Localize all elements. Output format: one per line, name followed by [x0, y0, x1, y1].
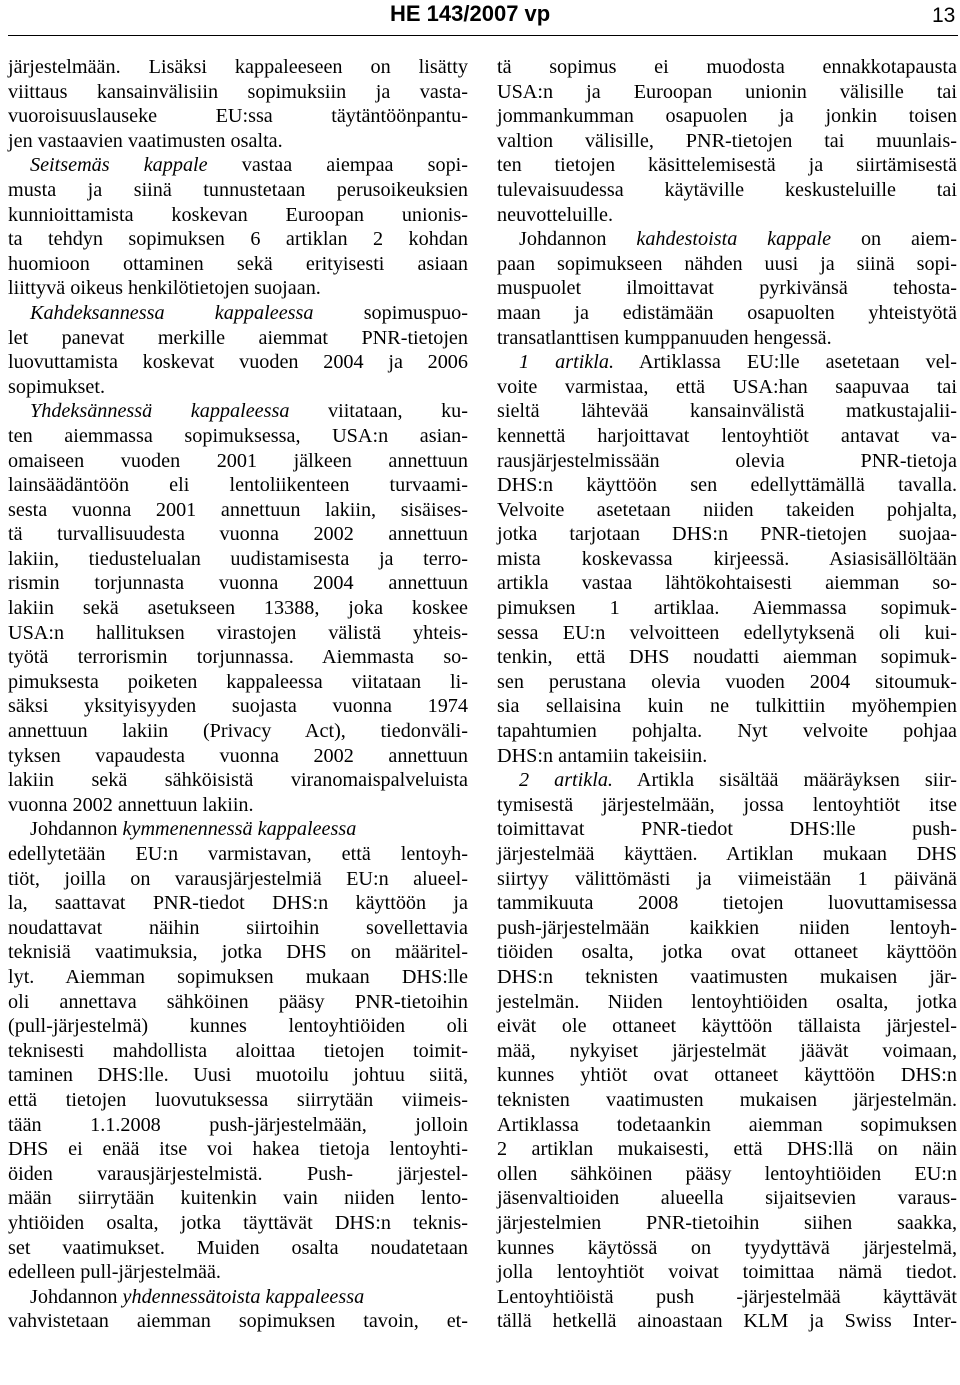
- text-line: [8, 424, 468, 449]
- text-line: [8, 1063, 468, 1088]
- text-line: [497, 350, 957, 375]
- text-line: [8, 694, 468, 719]
- line-text: kunnioittamista koskevan Euroopan unionis-: [8, 203, 468, 226]
- line-text: teknisten vaatimusten mukaisen järjestelmän.: [497, 1088, 957, 1111]
- line-text: la, saattavat PNR-tiedot DHS:n käyttöön ja: [8, 892, 468, 915]
- text-line: [8, 793, 468, 818]
- text-line: [8, 522, 468, 547]
- line-text: jommankumman osapuolen ja jonkin toisen: [497, 105, 957, 128]
- line-text: tiöt, joilla on varausjärjestelmiä EU:n alueel-: [8, 867, 468, 890]
- text-line: [8, 276, 468, 301]
- text-line: [8, 252, 468, 277]
- text-line: [497, 768, 957, 793]
- line-text: liittyvä oikeus henkilötietojen suojaan.: [8, 277, 321, 300]
- text-line: [8, 326, 468, 351]
- line-text: lainsäädäntöön eli lentoliikenteen turvaami-: [8, 474, 468, 497]
- text-line: [8, 891, 468, 916]
- line-text: jestelmän. Niiden lentoyhtiöiden osalta, jotka: [497, 990, 957, 1013]
- line-text: Artiklassa todetaankin aiemman sopimuksen: [497, 1113, 957, 1136]
- text-line: [8, 1285, 468, 1310]
- text-line: [8, 301, 468, 326]
- line-text: artikla vastaa lähtökohtaisesti aiemman so-: [497, 572, 957, 595]
- line-text: että tietojen luovutuksessa siirrytään viimeis-: [8, 1088, 468, 1111]
- line-text: USA:n ja Euroopan unionin välisille tai: [497, 80, 957, 103]
- line-text: eivät ole ottaneet käyttöön tällaista järjestel-: [497, 1015, 957, 1038]
- line-text: kennettä harjoittavat lentoyhtiöt antavat va-: [497, 424, 957, 447]
- text-line: [497, 596, 957, 621]
- line-text: viitataan, ku-: [289, 400, 468, 423]
- line-text: sesta vuonna 2001 annettuun lakiin, sisäises-: [8, 498, 468, 521]
- line-text: luovuttamista koskevat vuoden 2004 ja 2006: [8, 351, 468, 374]
- text-line: [497, 326, 957, 351]
- text-line: [497, 940, 957, 965]
- text-line: [8, 842, 468, 867]
- text-line: [497, 744, 957, 769]
- line-text: valtion välisille, PNR-tietojen tai muunlais-: [497, 129, 957, 152]
- text-line: [497, 80, 957, 105]
- section-reference: Kahdeksannessa kappaleessa: [30, 301, 314, 324]
- text-line: [497, 1260, 957, 1285]
- line-text: let panevat merkille aiemmat PNR-tietojen: [8, 326, 468, 349]
- line-text: järjestelmää käyttäen. Artiklan mukaan DHS: [497, 843, 957, 865]
- text-line: [8, 867, 468, 892]
- text-line: [8, 645, 468, 670]
- text-line: [8, 1113, 468, 1138]
- header-rule: [8, 35, 958, 36]
- text-line: [497, 203, 957, 228]
- text-line: [8, 768, 468, 793]
- text-line: [497, 817, 957, 842]
- line-text: kunnes yhtiöt ovat ottaneet käyttöön DHS:n: [497, 1064, 957, 1087]
- text-line: [8, 375, 468, 400]
- text-line: [8, 80, 468, 105]
- line-text: on aiem-: [831, 228, 957, 251]
- text-line: [497, 719, 957, 744]
- line-text: tään 1.1.2008 push-järjestelmään, jolloin: [8, 1113, 468, 1136]
- section-reference: kymmenennessä kappaleessa: [122, 818, 357, 841]
- text-line: [497, 129, 957, 154]
- line-text: ten aiemmassa sopimuksessa, USA:n asian-: [8, 424, 468, 447]
- text-line: [497, 276, 957, 301]
- text-line: [8, 1014, 468, 1039]
- right-column: [497, 55, 957, 1334]
- text-line: [497, 694, 957, 719]
- line-text: rismin torjunnasta vuonna 2004 annettuun: [8, 572, 468, 595]
- line-text: ten tietojen käsittelemisestä ja siirtämisestä: [497, 154, 957, 177]
- line-text: annettuun lakiin (Privacy Act), tiedonväli-: [8, 720, 468, 743]
- line-text: jotka tarjotaan DHS:n PNR-tietojen suojaa-: [497, 523, 957, 546]
- line-text: DHS ei enää itse voi hakea tietoja lentoyhti-: [8, 1138, 468, 1161]
- text-line: [497, 867, 957, 892]
- line-text: Velvoite asetetaan niiden takeiden pohjalta,: [497, 498, 957, 521]
- text-line: [8, 916, 468, 941]
- line-text: vahvistetaan aiemman sopimuksen tavoin, et-: [8, 1310, 468, 1333]
- section-reference: 2 artikla.: [519, 769, 613, 792]
- line-text: säksi yksityisyyden suojasta vuonna 1974: [8, 695, 468, 718]
- line-text: kunnes käytössä on tyydyttävä järjestelmä,: [497, 1236, 957, 1259]
- section-reference: Seitsemäs kappale: [30, 154, 208, 177]
- text-line: [8, 399, 468, 424]
- line-text: toimittavat PNR-tiedot DHS:lle push-: [497, 818, 957, 841]
- text-line: [497, 1309, 957, 1334]
- text-line: [497, 1063, 957, 1088]
- text-line: [8, 1236, 468, 1261]
- line-text: edellytetään EU:n varmistavan, että lentoyh-: [8, 843, 468, 865]
- text-line: [8, 1211, 468, 1236]
- line-text: paan sopimukseen nähden uusi ja siinä sopi-: [497, 252, 957, 275]
- text-line: [497, 498, 957, 523]
- text-line: [497, 1162, 957, 1187]
- section-reference: kahdestoista kappale: [636, 228, 832, 251]
- line-text: DHS:n antamiin takeisiin.: [497, 744, 708, 767]
- line-text: tiöiden osalta, jotka ovat ottaneet käyttöön: [497, 941, 957, 964]
- line-text: musta ja siinä tunnustetaan perusoikeuksien: [8, 178, 468, 201]
- page-number: 13: [932, 4, 956, 27]
- line-text: jäsenvaltioiden alueella sijaitsevien varaus-: [497, 1187, 957, 1210]
- line-text: lakiin, tiedustelualan uudistamisesta ja terro-: [8, 547, 468, 570]
- line-text: taminen DHS:lle. Uusi muotoilu johtuu siitä,: [8, 1064, 468, 1087]
- text-line: [8, 1039, 468, 1064]
- text-line: [497, 1014, 957, 1039]
- text-line: [497, 252, 957, 277]
- page-header: [0, 0, 960, 40]
- text-line: [8, 940, 468, 965]
- line-text: mää, nykyiset järjestelmät jäävät voimaan,: [497, 1039, 957, 1062]
- line-text: siirtyy välittömästi ja viimeistään 1 päivänä: [497, 867, 957, 890]
- text-line: [8, 1162, 468, 1187]
- text-line: [8, 1088, 468, 1113]
- line-text: työtä terrorismin torjunnassa. Aiemmasta so-: [8, 646, 468, 669]
- line-text: jolla lentoyhtiöt voivat toimittaa nämä tiedot.: [497, 1261, 957, 1284]
- text-line: [8, 203, 468, 228]
- text-line: [497, 178, 957, 203]
- text-line: [8, 1186, 468, 1211]
- text-line: [8, 498, 468, 523]
- text-line: [497, 571, 957, 596]
- text-line: [8, 1137, 468, 1162]
- text-line: [497, 965, 957, 990]
- text-line: [497, 891, 957, 916]
- line-text: tulevaisuudessa käytäville keskusteluille tai: [497, 178, 957, 201]
- text-line: [497, 399, 957, 424]
- line-text: yhtiöiden osalta, jotka täyttävät DHS:n teknis-: [8, 1211, 468, 1234]
- line-text: muspuolet ilmoittavat pyrkivänsä tehosta-: [497, 277, 957, 300]
- text-line: [497, 1039, 957, 1064]
- document-id: HE 143/2007 vp: [390, 1, 551, 26]
- text-line: [497, 793, 957, 818]
- line-text: öiden varausjärjestelmistä. Push- järjestel-: [8, 1162, 468, 1185]
- line-text: tapahtumien pohjalta. Nyt velvoite pohjaa: [497, 720, 957, 743]
- text-line: [8, 571, 468, 596]
- line-prefix: Johdannon: [30, 818, 123, 841]
- line-text: vuonna 2002 annettuun lakiin.: [8, 793, 254, 816]
- line-text: vastaa aiempaa sopi-: [207, 154, 468, 177]
- line-prefix: Johdannon: [519, 228, 637, 251]
- text-line: [8, 621, 468, 646]
- text-line: [497, 449, 957, 474]
- text-line: [8, 1309, 468, 1334]
- text-line: [497, 1113, 957, 1138]
- line-text: USA:n hallituksen virastojen välistä yhteis-: [8, 621, 468, 644]
- text-line: [8, 350, 468, 375]
- text-line: [497, 55, 957, 80]
- line-text: set vaatimukset. Muiden osalta noudatetaan: [8, 1236, 468, 1259]
- line-text: DHS:n teknisten vaatimusten mukaisen jär-: [497, 965, 957, 988]
- line-text: omaiseen vuoden 2001 jälkeen annettuun: [8, 449, 468, 472]
- line-text: tä sopimus ei muodosta ennakkotapausta: [497, 56, 957, 78]
- line-text: jen vastaavien vaatimusten osalta.: [8, 129, 283, 152]
- line-text: mään siirrytään kuitenkin vain niiden lento-: [8, 1187, 468, 1210]
- text-line: [497, 424, 957, 449]
- line-text: neuvotteluille.: [497, 203, 614, 226]
- text-line: [8, 1260, 468, 1285]
- line-text: lakiin sekä sähköisistä viranomaispalveluista: [8, 769, 468, 792]
- text-line: [497, 1186, 957, 1211]
- line-text: teknisiä vaatimuksia, jotka DHS on määritel-: [8, 941, 468, 964]
- line-text: sopimuspuo-: [313, 301, 468, 324]
- text-line: [497, 670, 957, 695]
- line-text: DHS:n käyttöön sen edellyttämällä tavalla.: [497, 474, 957, 497]
- line-text: mista koskevassa kirjeessä. Asiasisällöltään: [497, 547, 957, 570]
- left-column: [8, 55, 468, 1334]
- text-line: [8, 719, 468, 744]
- text-line: [8, 965, 468, 990]
- line-text: sopimukset.: [8, 375, 106, 398]
- line-text: tyksen vapaudesta vuonna 2002 annettuun: [8, 744, 468, 767]
- line-text: huomioon ottaminen sekä erityisesti asiaan: [8, 252, 468, 275]
- line-text: (pull-järjestelmä) kunnes lentoyhtiöiden oli: [8, 1015, 468, 1038]
- line-text: transatlanttisen kumppanuuden hengessä.: [497, 326, 832, 349]
- text-line: [497, 547, 957, 572]
- text-line: [497, 645, 957, 670]
- line-text: vuoroisuuslauseke EU:ssa täytäntöönpantu-: [8, 105, 468, 128]
- text-line: [8, 596, 468, 621]
- line-text: teknisesti mahdollista aloittaa tietojen toimit-: [8, 1039, 468, 1062]
- line-text: edelleen pull-järjestelmää.: [8, 1261, 221, 1284]
- line-text: järjestelmään. Lisäksi kappaleeseen on lisätty: [8, 56, 468, 78]
- line-text: ta tehdyn sopimuksen 6 artiklan 2 kohdan: [8, 228, 468, 251]
- line-text: sen perustana olevia vuoden 2004 sitoumuk-: [497, 670, 957, 693]
- text-line: [8, 449, 468, 474]
- line-text: 2 artiklan mukaisesti, että DHS:llä on näin: [497, 1138, 957, 1161]
- text-line: [497, 1236, 957, 1261]
- text-line: [497, 227, 957, 252]
- text-line: [497, 473, 957, 498]
- text-line: [8, 178, 468, 203]
- line-text: Artikla sisältää määräyksen siir-: [612, 769, 957, 792]
- text-line: [497, 990, 957, 1015]
- text-line: [8, 129, 468, 154]
- text-line: [497, 1211, 957, 1236]
- line-text: pimuksen 1 artiklaa. Aiemmassa sopimuk-: [497, 597, 957, 620]
- line-text: pimuksesta poiketen kappaleessa viitataan li-: [8, 670, 468, 693]
- line-text: tenkin, että DHS noudatti aiemman sopimuk-: [497, 646, 957, 669]
- text-line: [8, 547, 468, 572]
- line-text: noudattavat näihin siirtoihin sovellettavia: [8, 916, 468, 939]
- text-line: [497, 916, 957, 941]
- text-line: [497, 1137, 957, 1162]
- text-line: [497, 1285, 957, 1310]
- section-reference: 1 artikla.: [519, 351, 615, 374]
- section-reference: yhdennessätoista kappaleessa: [122, 1285, 365, 1308]
- text-line: [497, 842, 957, 867]
- line-text: oli annettava sähköinen pääsy PNR-tietoihin: [8, 990, 468, 1013]
- text-line: [8, 817, 468, 842]
- text-line: [497, 104, 957, 129]
- line-text: voite varmistaa, että USA:han saapuvaa tai: [497, 375, 957, 398]
- line-text: maan ja edistämään osapuolten yhteistyötä: [497, 301, 957, 324]
- line-text: tällä hetkellä ainoastaan KLM ja Swiss Inter-: [497, 1310, 957, 1333]
- text-line: [8, 153, 468, 178]
- line-text: rausjärjestelmissään olevia PNR-tietoja: [497, 449, 957, 472]
- line-text: viittaus kansainvälisiin sopimuksiin ja vasta-: [8, 80, 468, 103]
- line-text: push-järjestelmään kaikkien niiden lentoyh-: [497, 916, 957, 939]
- text-line: [8, 473, 468, 498]
- text-line: [497, 153, 957, 178]
- line-text: sia sellaisina kuin ne tulkittiin myöhempien: [497, 695, 957, 718]
- text-line: [8, 670, 468, 695]
- line-text: Lentoyhtiöistä push -järjestelmää käyttävät: [497, 1285, 957, 1308]
- line-text: tymisestä järjestelmään, jossa lentoyhtiöt itse: [497, 793, 957, 816]
- text-line: [497, 621, 957, 646]
- line-text: sieltä lähtevää kansainvälistä matkustajalii-: [497, 400, 957, 423]
- text-line: [497, 522, 957, 547]
- line-prefix: Johdannon: [30, 1285, 123, 1308]
- text-line: [497, 1088, 957, 1113]
- line-text: tammikuuta 2008 tietojen luovuttamisessa: [497, 892, 957, 915]
- line-text: lakiin sekä asetukseen 13388, joka koskee: [8, 597, 468, 620]
- line-text: sessa EU:n velvoitteen edellytyksenä oli kui-: [497, 621, 957, 644]
- text-line: [8, 744, 468, 769]
- text-line: [8, 227, 468, 252]
- text-line: [497, 375, 957, 400]
- text-line: [8, 990, 468, 1015]
- text-line: [8, 104, 468, 129]
- line-text: tä turvallisuudesta vuonna 2002 annettuun: [8, 523, 468, 546]
- line-text: järjestelmien PNR-tietoihin siihen saakka,: [497, 1211, 957, 1234]
- section-reference: Yhdeksännessä kappaleessa: [30, 400, 290, 423]
- line-text: lyt. Aiemman sopimuksen mukaan DHS:lle: [8, 965, 468, 988]
- text-line: [8, 55, 468, 80]
- line-text: ollen sähköinen pääsy lentoyhtiöiden EU:n: [497, 1162, 957, 1185]
- line-text: Artiklassa EU:lle asetetaan vel-: [614, 351, 957, 374]
- text-line: [497, 301, 957, 326]
